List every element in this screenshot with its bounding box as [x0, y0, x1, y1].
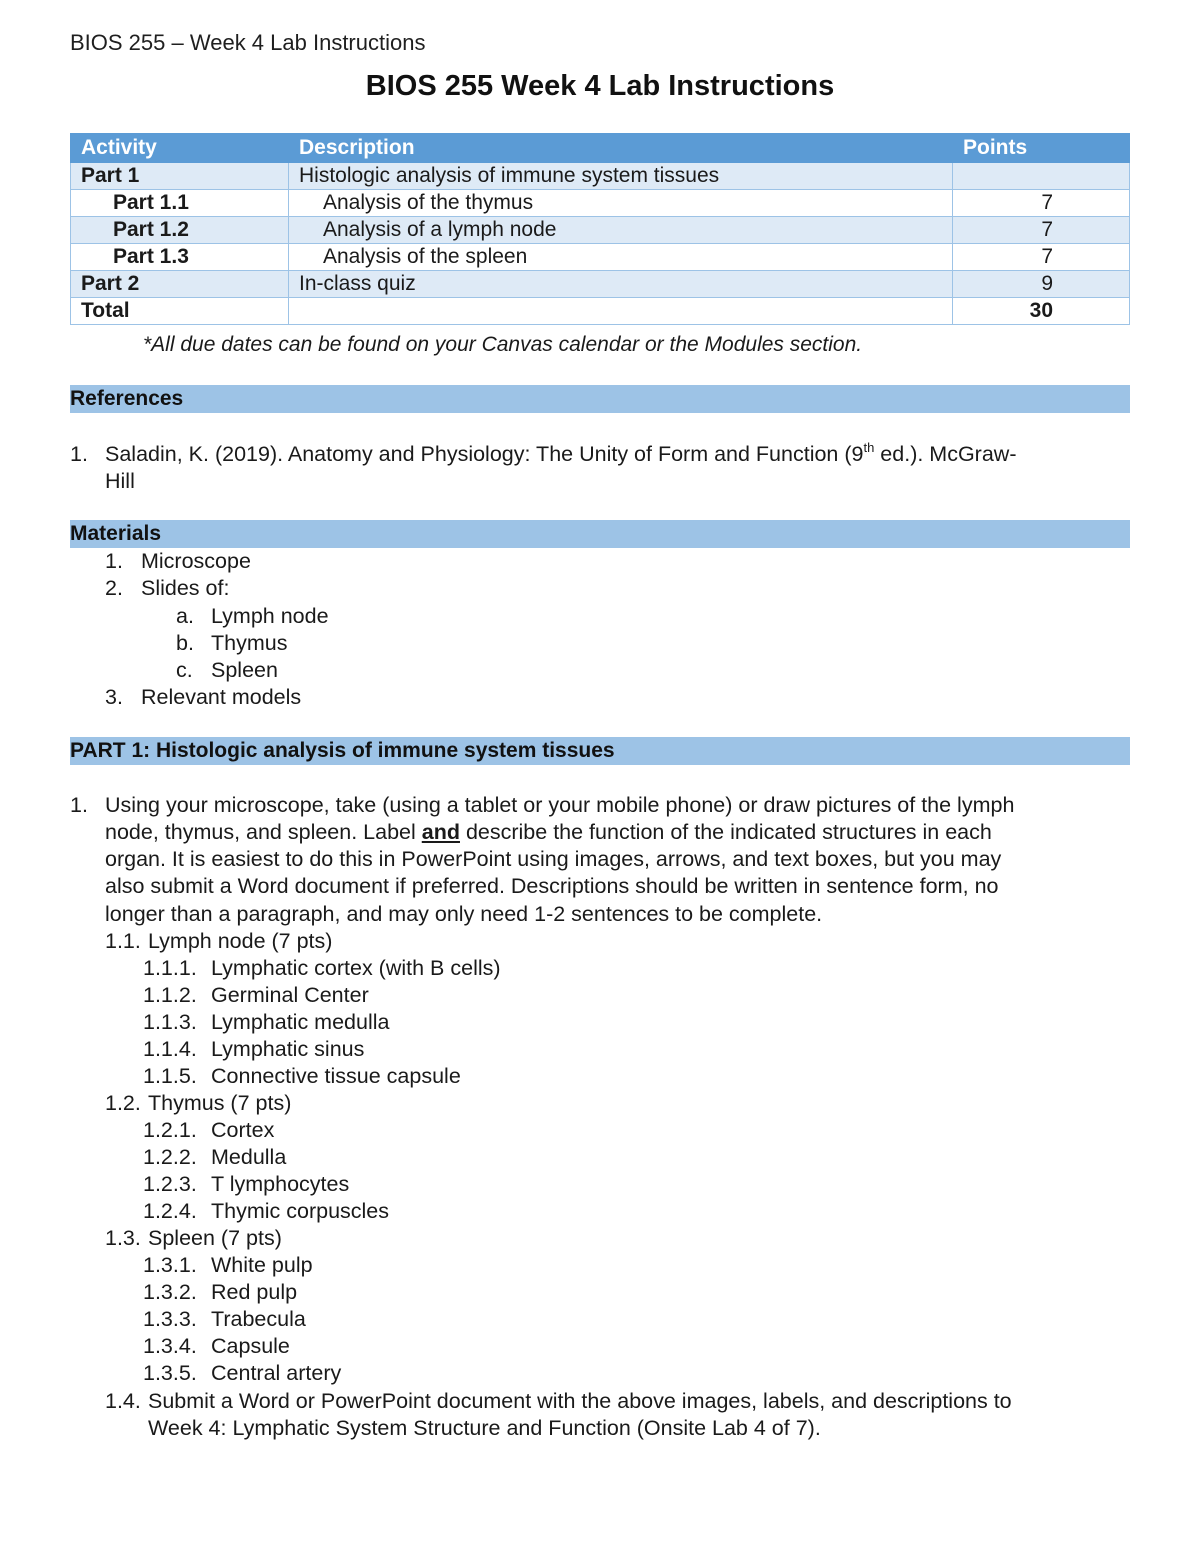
subsection-number: 1.2.	[105, 1091, 141, 1115]
emphasis-and: and	[421, 820, 460, 844]
citation-text: ed.). McGraw-	[874, 442, 1017, 466]
subsection-title: Spleen (7 pts)	[148, 1226, 282, 1250]
activity-cell: Part 1.3	[71, 244, 289, 271]
description-cell: Analysis of a lymph node	[289, 217, 953, 244]
list-item: Relevant models	[141, 685, 302, 709]
points-cell: 7	[953, 190, 1130, 217]
total-points-cell: 30	[953, 298, 1130, 325]
structure-item: White pulp	[211, 1253, 313, 1277]
structure-item: Cortex	[211, 1118, 275, 1142]
instruction-line: Using your microscope, take (using a tablet or your mobile phone) or draw pictures of the lymph	[105, 793, 1015, 817]
list-number: 1.	[105, 549, 123, 573]
item-number: 1.3.2.	[143, 1280, 197, 1304]
points-cell: 7	[953, 244, 1130, 271]
item-number: 1.1.5.	[143, 1064, 197, 1088]
activity-cell: Part 2	[71, 271, 289, 298]
subsection-title: Lymph node (7 pts)	[148, 929, 333, 953]
list-number: 3.	[105, 685, 123, 709]
list-item: Lymph node	[211, 604, 329, 628]
instruction-line: organ. It is easiest to do this in PowerPoint using images, arrows, and text boxes, but you may	[105, 847, 1002, 871]
table-header-row	[71, 134, 1130, 163]
activity-cell: Total	[71, 298, 289, 325]
list-item: Thymus	[211, 631, 288, 655]
description-cell: Analysis of the thymus	[289, 190, 953, 217]
list-number: 2.	[105, 576, 123, 600]
structure-item: Red pulp	[211, 1280, 298, 1304]
item-number: 1.3.3.	[143, 1307, 197, 1331]
running-header: BIOS 255 – Week 4 Lab Instructions	[70, 30, 426, 55]
item-number: 1.2.2.	[143, 1145, 197, 1169]
subsection-title: Thymus (7 pts)	[148, 1091, 292, 1115]
reference-number: 1.	[70, 442, 88, 466]
instruction-line	[105, 819, 992, 846]
structure-item: Central artery	[211, 1361, 342, 1385]
structure-item: Germinal Center	[211, 983, 369, 1007]
list-number: a.	[176, 604, 194, 628]
description-cell	[289, 298, 953, 325]
structure-item: Thymic corpuscles	[211, 1199, 390, 1223]
structure-item: Lymphatic cortex (with B cells)	[211, 956, 501, 980]
activity-cell: Part 1	[71, 163, 289, 190]
item-number: 1.1.3.	[143, 1010, 197, 1034]
item-number: 1.2.4.	[143, 1199, 197, 1223]
subsection-number: 1.4.	[105, 1389, 141, 1413]
item-number: 1.3.5.	[143, 1361, 197, 1385]
table-row	[71, 244, 1130, 271]
submission-instruction-cont: Week 4: Lymphatic System Structure and Function (Onsite Lab 4 of 7).	[148, 1416, 821, 1440]
points-cell: 9	[953, 271, 1130, 298]
item-number: 1.2.3.	[143, 1172, 197, 1196]
structure-item: Lymphatic medulla	[211, 1010, 390, 1034]
table-row	[71, 163, 1130, 190]
document-title: BIOS 255 Week 4 Lab Instructions	[365, 70, 835, 102]
activity-cell: Part 1.1	[71, 190, 289, 217]
instruction-line: longer than a paragraph, and may only need 1-2 sentences to be complete.	[105, 902, 823, 926]
list-item: Slides of:	[141, 576, 230, 600]
description-cell: Histologic analysis of immune system tissues	[289, 163, 953, 190]
subsection-number: 1.1.	[105, 929, 141, 953]
subsection-number: 1.3.	[105, 1226, 141, 1250]
column-header-activity: Activity	[71, 134, 289, 163]
item-number: 1.3.1.	[143, 1253, 197, 1277]
table-row	[71, 217, 1130, 244]
structure-item: Medulla	[211, 1145, 287, 1169]
reference-citation	[105, 441, 1016, 468]
description-cell: In-class quiz	[289, 271, 953, 298]
column-header-description: Description	[289, 134, 953, 163]
part1-heading: PART 1: Histologic analysis of immune system tissues	[70, 737, 1130, 765]
references-heading: References	[70, 385, 1130, 413]
instruction-text: node, thymus, and spleen. Label	[105, 820, 422, 844]
materials-heading: Materials	[70, 520, 1130, 548]
list-number: b.	[176, 631, 194, 655]
list-number: c.	[176, 658, 193, 682]
submission-instruction: Submit a Word or PowerPoint document with the above images, labels, and descriptions to	[148, 1389, 1012, 1413]
grading-table	[70, 133, 1130, 325]
step-number: 1.	[70, 793, 88, 817]
points-cell: 7	[953, 217, 1130, 244]
item-number: 1.1.2.	[143, 983, 197, 1007]
instruction-text: describe the function of the indicated structures in each	[459, 820, 992, 844]
description-cell: Analysis of the spleen	[289, 244, 953, 271]
structure-item: Trabecula	[211, 1307, 306, 1331]
points-cell	[953, 163, 1130, 190]
list-item: Microscope	[141, 549, 251, 573]
reference-citation-cont: Hill	[105, 469, 135, 493]
table-row	[71, 271, 1130, 298]
item-number: 1.1.4.	[143, 1037, 197, 1061]
structure-item: Lymphatic sinus	[211, 1037, 365, 1061]
list-item: Spleen	[211, 658, 278, 682]
edition-superscript: th	[863, 440, 875, 455]
table-row	[71, 190, 1130, 217]
table-total-row	[71, 298, 1130, 325]
item-number: 1.1.1.	[143, 956, 197, 980]
instruction-line: also submit a Word document if preferred. Descriptions should be written in sentence form, no	[105, 874, 999, 898]
structure-item: Connective tissue capsule	[211, 1064, 461, 1088]
citation-text: Saladin, K. (2019). Anatomy and Physiology: The Unity of Form and Function (9	[105, 442, 864, 466]
activity-cell: Part 1.2	[71, 217, 289, 244]
item-number: 1.3.4.	[143, 1334, 197, 1358]
item-number: 1.2.1.	[143, 1118, 197, 1142]
due-dates-note: *All due dates can be found on your Canvas calendar or the Modules section.	[143, 333, 863, 356]
structure-item: Capsule	[211, 1334, 290, 1358]
column-header-points: Points	[953, 134, 1130, 163]
structure-item: T lymphocytes	[211, 1172, 350, 1196]
